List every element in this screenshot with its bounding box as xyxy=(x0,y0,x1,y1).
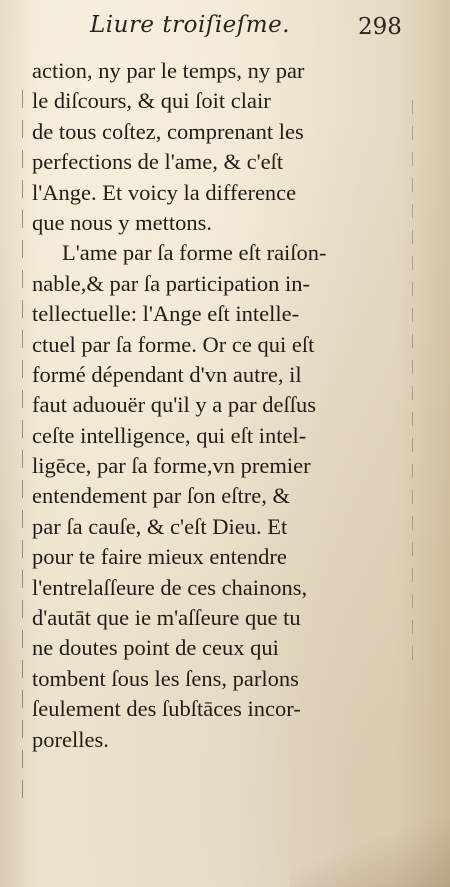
page-number: 298 xyxy=(358,14,402,40)
text-line: ligēce, par ſa forme,vn premier xyxy=(32,453,311,479)
text-line: d'autāt que ie m'aſſeure que tu xyxy=(32,605,301,631)
text-line: ne doutes point de ceux qui xyxy=(32,635,279,661)
text-line: porelles. xyxy=(32,726,109,752)
running-head: Liure troiſieſme. xyxy=(90,12,291,38)
text-line: que nous y mettons. xyxy=(32,209,212,235)
text-line: l'entrelaſſeure de ces chainons, xyxy=(32,574,308,600)
paragraph-first-line: L'ame par ſa forme eſt raiſon- xyxy=(62,240,327,266)
text-line: par ſa cauſe, & c'eſt Dieu. Et xyxy=(32,513,288,539)
text-line: l'Ange. Et voicy la difference xyxy=(32,179,297,205)
text-line: tombent ſous les ſens, parlons xyxy=(32,665,299,691)
text-line: ceſte intelligence, qui eſt intel- xyxy=(32,422,307,448)
text-line: faut aduouër qu'il y a par deſſus xyxy=(32,392,316,418)
body-text xyxy=(32,56,418,755)
text-line: formé dépendant d'vn autre, il xyxy=(32,361,302,387)
left-margin-rule xyxy=(22,90,23,810)
text-line: pour te faire mieux entendre xyxy=(32,544,287,570)
text-line: ſeulement des ſubſtāces incor- xyxy=(32,696,301,722)
page-corner-shadow xyxy=(290,817,450,887)
text-line: action, ny par le temps, ny par xyxy=(32,58,305,83)
text-line: de tous coſtez, comprenant les xyxy=(32,118,304,144)
text-line: nable,& par ſa participation in- xyxy=(32,270,311,296)
text-line: entendement par ſon eſtre, & xyxy=(32,483,291,509)
text-line: ctuel par ſa forme. Or ce qui eſt xyxy=(32,331,315,357)
text-line: perfections de l'ame, & c'eſt xyxy=(32,149,284,175)
text-line: le diſcours, & qui ſoit clair xyxy=(32,88,271,114)
text-line: tellectuelle: l'Ange eſt intelle- xyxy=(32,301,300,327)
